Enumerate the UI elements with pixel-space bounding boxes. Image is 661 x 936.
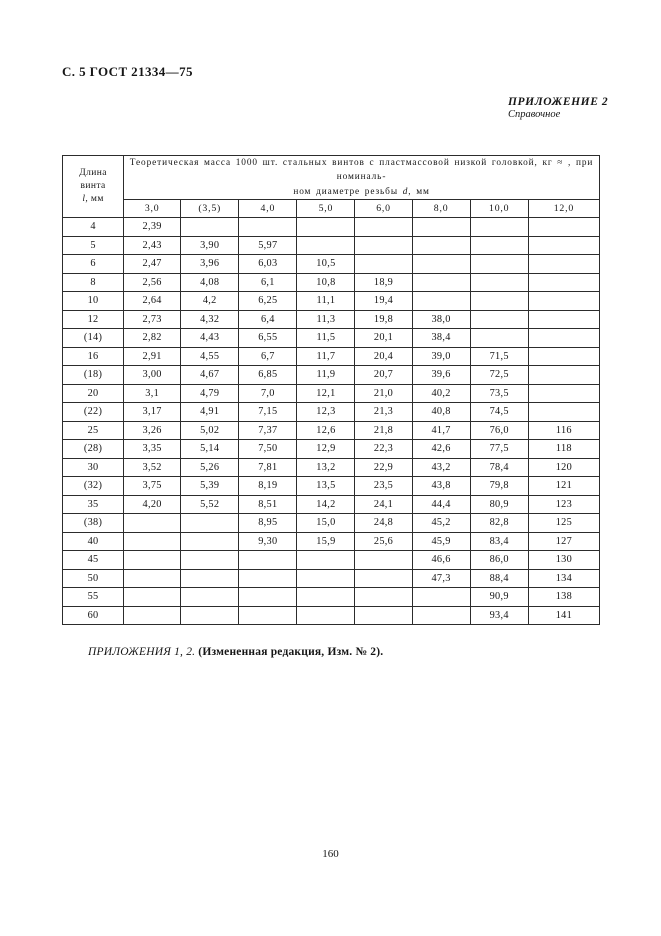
mass-cell: 4,2 (181, 292, 239, 311)
table-row (63, 255, 600, 274)
mass-cell: 6,1 (239, 273, 297, 292)
mass-cell: 4,20 (124, 495, 181, 514)
mass-cell: 5,14 (181, 440, 239, 459)
mass-cell: 21,3 (355, 403, 412, 422)
mass-cell: 2,56 (124, 273, 181, 292)
length-cell: 20 (63, 384, 124, 403)
mass-cell (355, 588, 412, 607)
diameter-header: 5,0 (297, 200, 355, 218)
mass-cell (124, 588, 181, 607)
mass-cell: 2,91 (124, 347, 181, 366)
revision-note: (Измененная редакция, Изм. № 2). (198, 646, 384, 658)
mass-cell: 88,4 (470, 569, 528, 588)
length-cell: 45 (63, 551, 124, 570)
mass-cell (528, 366, 599, 385)
mass-cell: 19,8 (355, 310, 412, 329)
mass-cell: 120 (528, 458, 599, 477)
mass-cell: 24,8 (355, 514, 412, 533)
mass-cell: 7,0 (239, 384, 297, 403)
mass-cell (470, 292, 528, 311)
mass-cell: 74,5 (470, 403, 528, 422)
mass-cell: 42,6 (412, 440, 470, 459)
mass-cell (528, 273, 599, 292)
span-header-line2-before: ном диаметре резьбы (293, 186, 403, 197)
mass-cell (528, 347, 599, 366)
mass-cell: 71,5 (470, 347, 528, 366)
mass-cell: 5,97 (239, 236, 297, 255)
mass-cell: 79,8 (470, 477, 528, 496)
mass-table (62, 155, 600, 625)
table-row (63, 310, 600, 329)
mass-cell (412, 218, 470, 237)
mass-cell: 38,4 (412, 329, 470, 348)
mass-cell: 23,5 (355, 477, 412, 496)
mass-cell (124, 514, 181, 533)
length-cell: 6 (63, 255, 124, 274)
length-cell: 4 (63, 218, 124, 237)
mass-cell: 138 (528, 588, 599, 607)
diameter-header: 6,0 (355, 200, 412, 218)
length-cell: (32) (63, 477, 124, 496)
mass-cell (297, 606, 355, 625)
mass-cell (470, 255, 528, 274)
mass-cell: 12,3 (297, 403, 355, 422)
mass-cell: 39,6 (412, 366, 470, 385)
length-cell: 30 (63, 458, 124, 477)
length-cell: 5 (63, 236, 124, 255)
mass-cell: 82,8 (470, 514, 528, 533)
mass-cell: 22,3 (355, 440, 412, 459)
mass-cell (528, 255, 599, 274)
mass-cell: 4,32 (181, 310, 239, 329)
mass-cell (355, 255, 412, 274)
mass-cell (181, 588, 239, 607)
mass-cell (124, 551, 181, 570)
mass-cell (470, 218, 528, 237)
appendix-references: ПРИЛОЖЕНИЯ 1, 2. (88, 646, 196, 658)
mass-cell: 90,9 (470, 588, 528, 607)
mass-cell: 6,25 (239, 292, 297, 311)
mass-cell: 40,8 (412, 403, 470, 422)
mass-cell: 125 (528, 514, 599, 533)
length-cell: 12 (63, 310, 124, 329)
mass-cell: 5,02 (181, 421, 239, 440)
mass-cell (470, 273, 528, 292)
table-row (63, 218, 600, 237)
mass-cell: 11,9 (297, 366, 355, 385)
mass-cell: 4,08 (181, 273, 239, 292)
mass-cell (470, 310, 528, 329)
table-row (63, 236, 600, 255)
table-row (63, 477, 600, 496)
mass-cell: 6,55 (239, 329, 297, 348)
mass-cell: 15,0 (297, 514, 355, 533)
diameter-header: 12,0 (528, 200, 599, 218)
mass-cell (181, 514, 239, 533)
length-cell: 8 (63, 273, 124, 292)
length-cell: (18) (63, 366, 124, 385)
mass-cell: 41,7 (412, 421, 470, 440)
mass-cell: 80,9 (470, 495, 528, 514)
mass-cell: 13,5 (297, 477, 355, 496)
table-row (63, 606, 600, 625)
table-row (63, 366, 600, 385)
mass-cell: 12,9 (297, 440, 355, 459)
length-cell: 25 (63, 421, 124, 440)
table-row (63, 588, 600, 607)
table-row (63, 532, 600, 551)
length-cell: 35 (63, 495, 124, 514)
mass-cell: 19,4 (355, 292, 412, 311)
mass-cell: 127 (528, 532, 599, 551)
length-header-line1: Длина (79, 168, 107, 179)
mass-cell: 10,8 (297, 273, 355, 292)
mass-cell: 20,7 (355, 366, 412, 385)
mass-cell: 21,0 (355, 384, 412, 403)
mass-cell: 3,00 (124, 366, 181, 385)
table-body (63, 218, 600, 625)
mass-cell: 118 (528, 440, 599, 459)
diameter-header-row (63, 200, 600, 218)
mass-cell (355, 569, 412, 588)
length-cell: (28) (63, 440, 124, 459)
mass-cell: 21,8 (355, 421, 412, 440)
table-row (63, 495, 600, 514)
diameter-symbol: d (402, 186, 409, 197)
mass-cell: 3,26 (124, 421, 181, 440)
mass-cell: 9,30 (239, 532, 297, 551)
mass-cell: 18,9 (355, 273, 412, 292)
mass-cell: 8,19 (239, 477, 297, 496)
mass-cell: 4,91 (181, 403, 239, 422)
diameter-header: 8,0 (412, 200, 470, 218)
table-row (63, 514, 600, 533)
appendix-title: ПРИЛОЖЕНИЕ 2 (508, 96, 609, 108)
mass-cell (239, 218, 297, 237)
mass-cell: 7,50 (239, 440, 297, 459)
mass-cell: 11,3 (297, 310, 355, 329)
mass-cell: 7,15 (239, 403, 297, 422)
mass-cell: 2,43 (124, 236, 181, 255)
mass-cell (181, 551, 239, 570)
mass-cell (239, 551, 297, 570)
mass-cell: 78,4 (470, 458, 528, 477)
mass-cell: 22,9 (355, 458, 412, 477)
mass-cell: 3,90 (181, 236, 239, 255)
span-header-line2-after: , мм (408, 186, 430, 197)
mass-cell: 2,39 (124, 218, 181, 237)
mass-cell: 5,52 (181, 495, 239, 514)
mass-cell: 25,6 (355, 532, 412, 551)
mass-cell: 86,0 (470, 551, 528, 570)
mass-cell: 76,0 (470, 421, 528, 440)
mass-cell: 24,1 (355, 495, 412, 514)
mass-cell: 14,2 (297, 495, 355, 514)
mass-cell: 2,47 (124, 255, 181, 274)
mass-cell (412, 588, 470, 607)
mass-cell: 46,6 (412, 551, 470, 570)
mass-cell: 15,9 (297, 532, 355, 551)
mass-cell: 134 (528, 569, 599, 588)
mass-cell: 130 (528, 551, 599, 570)
mass-cell: 6,4 (239, 310, 297, 329)
mass-cell (181, 569, 239, 588)
mass-cell: 141 (528, 606, 599, 625)
table-row (63, 458, 600, 477)
mass-cell: 72,5 (470, 366, 528, 385)
diameter-header: 10,0 (470, 200, 528, 218)
mass-cell: 8,51 (239, 495, 297, 514)
table-row (63, 551, 600, 570)
mass-cell (355, 218, 412, 237)
mass-cell (297, 569, 355, 588)
mass-cell: 43,2 (412, 458, 470, 477)
table-row (63, 329, 600, 348)
length-cell: 50 (63, 569, 124, 588)
mass-cell (124, 532, 181, 551)
mass-cell (297, 218, 355, 237)
table-row (63, 440, 600, 459)
length-cell: (14) (63, 329, 124, 348)
mass-cell: 3,52 (124, 458, 181, 477)
length-symbol: l (82, 194, 86, 205)
mass-cell: 2,64 (124, 292, 181, 311)
mass-cell (239, 569, 297, 588)
page-number: 160 (322, 848, 339, 860)
diameter-header: 3,0 (124, 200, 181, 218)
mass-cell (239, 588, 297, 607)
mass-cell (528, 310, 599, 329)
mass-cell: 11,7 (297, 347, 355, 366)
length-cell: (22) (63, 403, 124, 422)
mass-cell (124, 606, 181, 625)
mass-cell: 77,5 (470, 440, 528, 459)
mass-cell (239, 606, 297, 625)
mass-cell (124, 569, 181, 588)
mass-cell (297, 236, 355, 255)
table-row (63, 403, 600, 422)
mass-cell (470, 236, 528, 255)
appendix-subtitle: Справочное (508, 109, 561, 120)
mass-cell: 3,17 (124, 403, 181, 422)
mass-cell: 11,5 (297, 329, 355, 348)
table-header-row-top (63, 156, 600, 200)
mass-cell: 4,67 (181, 366, 239, 385)
mass-cell: 40,2 (412, 384, 470, 403)
table-row (63, 292, 600, 311)
mass-cell: 2,73 (124, 310, 181, 329)
mass-cell: 6,85 (239, 366, 297, 385)
mass-cell: 93,4 (470, 606, 528, 625)
mass-cell: 10,5 (297, 255, 355, 274)
mass-cell: 5,26 (181, 458, 239, 477)
length-cell: 40 (63, 532, 124, 551)
mass-cell (412, 273, 470, 292)
mass-cell (528, 292, 599, 311)
mass-cell: 73,5 (470, 384, 528, 403)
mass-cell: 4,79 (181, 384, 239, 403)
mass-cell: 3,96 (181, 255, 239, 274)
mass-cell: 47,3 (412, 569, 470, 588)
length-header-line2: винта (80, 181, 106, 192)
mass-cell (470, 329, 528, 348)
mass-span-header (124, 156, 600, 200)
mass-cell: 13,2 (297, 458, 355, 477)
mass-cell: 44,4 (412, 495, 470, 514)
mass-cell: 8,95 (239, 514, 297, 533)
length-cell: 16 (63, 347, 124, 366)
mass-cell (528, 329, 599, 348)
appendix-block (508, 96, 608, 120)
mass-cell: 4,43 (181, 329, 239, 348)
mass-cell (412, 292, 470, 311)
length-cell: 55 (63, 588, 124, 607)
mass-cell: 121 (528, 477, 599, 496)
mass-cell: 6,7 (239, 347, 297, 366)
mass-cell: 83,4 (470, 532, 528, 551)
mass-cell: 39,0 (412, 347, 470, 366)
mass-cell (412, 236, 470, 255)
mass-cell: 7,81 (239, 458, 297, 477)
mass-cell (528, 384, 599, 403)
mass-cell: 12,6 (297, 421, 355, 440)
mass-cell (181, 218, 239, 237)
table-row (63, 384, 600, 403)
mass-cell: 2,82 (124, 329, 181, 348)
mass-cell: 38,0 (412, 310, 470, 329)
table-row (63, 347, 600, 366)
diameter-header: (3,5) (181, 200, 239, 218)
mass-cell (412, 255, 470, 274)
revision-footnote (88, 646, 383, 658)
mass-cell (412, 606, 470, 625)
mass-cell: 123 (528, 495, 599, 514)
mass-cell: 4,55 (181, 347, 239, 366)
mass-cell (528, 236, 599, 255)
length-unit: , мм (85, 194, 104, 205)
mass-cell: 20,1 (355, 329, 412, 348)
mass-cell: 20,4 (355, 347, 412, 366)
mass-cell: 5,39 (181, 477, 239, 496)
length-cell: 10 (63, 292, 124, 311)
length-column-header (63, 156, 124, 218)
mass-cell (297, 588, 355, 607)
mass-cell: 43,8 (412, 477, 470, 496)
mass-cell (355, 551, 412, 570)
mass-cell (528, 403, 599, 422)
document-reference: С. 5 ГОСТ 21334—75 (62, 64, 193, 79)
mass-cell: 6,03 (239, 255, 297, 274)
mass-cell: 116 (528, 421, 599, 440)
mass-cell (297, 551, 355, 570)
mass-cell (528, 218, 599, 237)
table-row (63, 273, 600, 292)
span-header-line1: Теоретическая масса 1000 шт. стальных винтов с пластмассовой низкой головкой, кг ≈ , при номиналь- (129, 158, 594, 183)
mass-cell: 45,2 (412, 514, 470, 533)
mass-cell: 3,1 (124, 384, 181, 403)
diameter-header: 4,0 (239, 200, 297, 218)
length-cell: (38) (63, 514, 124, 533)
table-row (63, 421, 600, 440)
mass-cell: 3,35 (124, 440, 181, 459)
mass-cell (181, 606, 239, 625)
length-cell: 60 (63, 606, 124, 625)
mass-cell (355, 236, 412, 255)
mass-cell (181, 532, 239, 551)
mass-cell: 45,9 (412, 532, 470, 551)
mass-cell (355, 606, 412, 625)
mass-cell: 11,1 (297, 292, 355, 311)
mass-cell: 7,37 (239, 421, 297, 440)
mass-cell: 3,75 (124, 477, 181, 496)
table-row (63, 569, 600, 588)
mass-cell: 12,1 (297, 384, 355, 403)
